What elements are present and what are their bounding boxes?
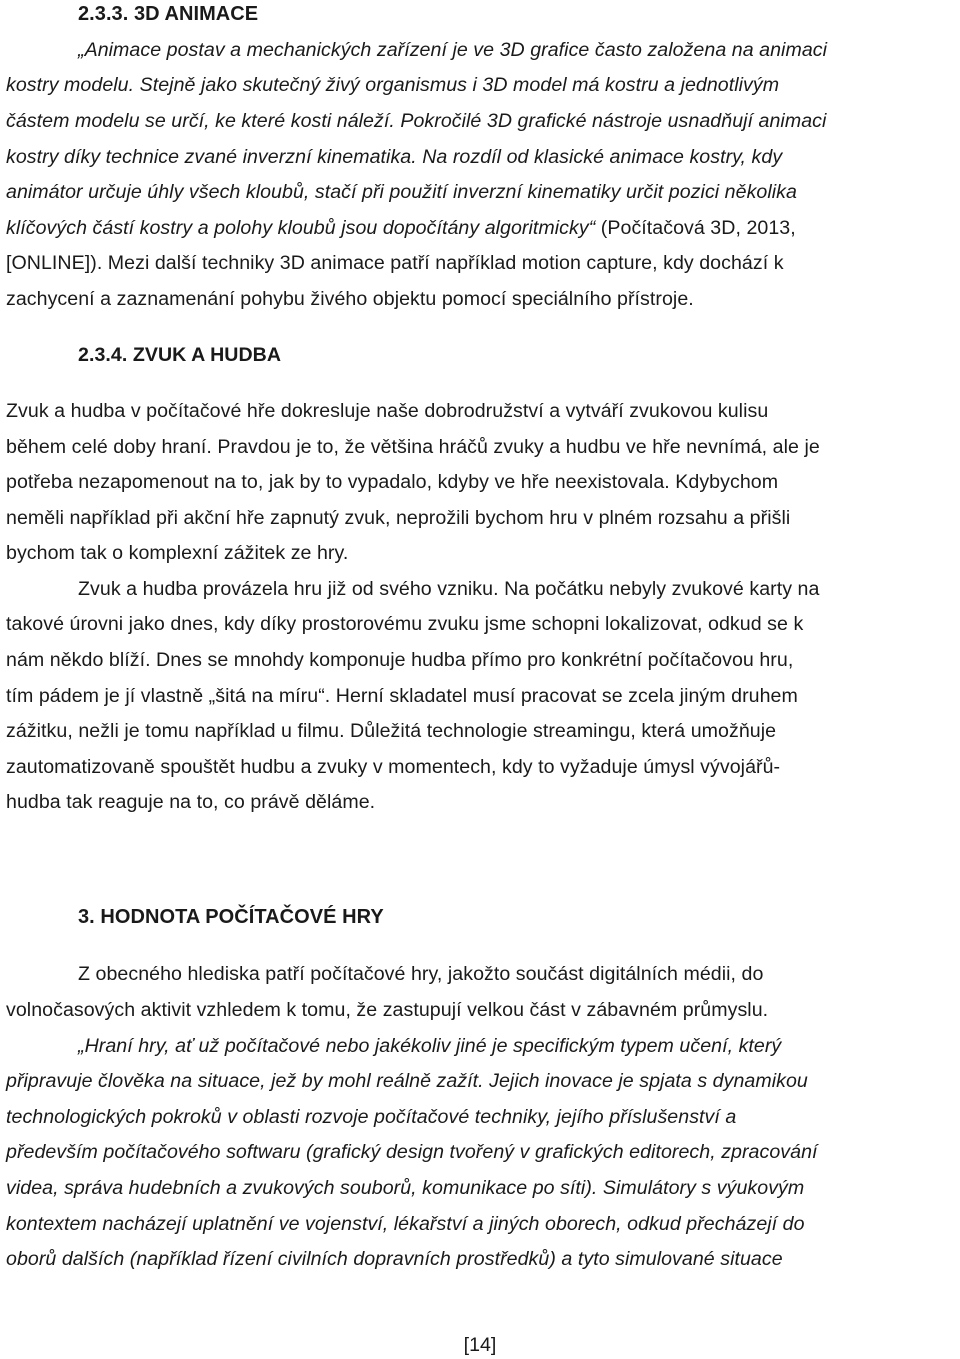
quote-line: kontextem nacházejí uplatnění ve vojenství, lékařství a jiných oborech, odkud přecházejí do xyxy=(6,1213,805,1235)
quote-line: videa, správa hudebních a zvukových souborů, komunikace po síti). Simulátory s výukovým xyxy=(6,1177,805,1199)
quote-line: připravuje člověka na situace, jež by mohl reálně zažít. Jejich inovace je spjata s dynamikou xyxy=(6,1070,808,1092)
text-span: klíčových částí kostry a polohy kloubů jsou dopočítány algoritmicky“ xyxy=(6,217,596,239)
paragraph-line: Zvuk a hudba provázela hru již od svého vzniku. Na počátku nebyly zvukové karty na xyxy=(78,578,820,600)
section-heading-zvuk-a-hudba: 2.3.4. ZVUK A HUDBA xyxy=(78,344,282,366)
paragraph-line: Zvuk a hudba v počítačové hře dokresluje naše dobrodružství a vytváří zvukovou kulisu xyxy=(6,400,769,422)
paragraph-line: neměli například při akční hře zapnutý zvuk, neprožili bychom hru v plném rozsahu a přišli xyxy=(6,507,791,529)
paragraph-line: zážitku, nežli je tomu například u filmu. Důležitá technologie streamingu, která umožňuje xyxy=(6,720,777,742)
text-span: kostry modelu. Stejně jako skutečný živý organismus i 3D model má kostru a jednotlivým xyxy=(6,74,780,96)
paragraph-line: bychom tak o komplexní zážitek ze hry. xyxy=(6,542,349,564)
quote-line: především počítačového softwaru (grafický design tvořený v grafických editorech, zpracování xyxy=(6,1141,818,1163)
paragraph-line: volnočasových aktivit vzhledem k tomu, že zastupují velkou část v zábavném průmyslu. xyxy=(6,999,769,1021)
citation-span: (Počítačová 3D, 2013, xyxy=(595,217,796,239)
quote-line: „Hraní hry, ať už počítačové nebo jakékoliv jiné je specifickým typem učení, který xyxy=(78,1035,782,1057)
chapter-heading-hodnota-pocitacove-hry: 3. HODNOTA POČÍTAČOVÉ HRY xyxy=(78,906,384,928)
section-heading-3d-animace: 2.3.3. 3D ANIMACE xyxy=(78,3,259,25)
paragraph-line xyxy=(6,145,782,169)
paragraph-line xyxy=(6,251,784,275)
text-span: zachycení a zaznamenání pohybu živého objektu pomocí speciálního přístroje. xyxy=(6,288,694,310)
text-span: [ONLINE]). Mezi další techniky 3D animace patří například motion capture, kdy dochází k xyxy=(6,252,784,274)
page-number: [14] xyxy=(463,1334,497,1356)
text-span: kostry díky technice zvané inverzní kinematika. Na rozdíl od klasické animace kostry, kdy xyxy=(6,146,783,168)
paragraph-line: potřeba nezapomenout na to, jak by to vypadalo, kdyby ve hře neexistovala. Kdybychom xyxy=(6,471,779,493)
paragraph-line: takové úrovni jako dnes, kdy díky prostorovému zvuku jsme schopni lokalizovat, odkud se k xyxy=(6,613,804,635)
text-span: „Animace postav a mechanických zařízení je ve 3D grafice často založena na animaci xyxy=(78,39,828,61)
paragraph-line xyxy=(6,73,779,97)
quote-line: oborů dalších (například řízení civilních dopravních prostředků) a tyto simulované situace xyxy=(6,1248,783,1270)
paragraph-line xyxy=(6,287,694,311)
paragraph-line: Z obecného hlediska patří počítačové hry, jakožto součást digitálních médii, do xyxy=(78,963,764,985)
quote-line: technologických pokroků v oblasti rozvoje počítačové techniky, jejího příslušenství a xyxy=(6,1106,737,1128)
paragraph-line xyxy=(6,180,797,204)
paragraph-line xyxy=(6,109,826,133)
paragraph-line: tím pádem je jí vlastně „šitá na míru“. Herní skladatel musí pracovat se zcela jiným druhem xyxy=(6,685,798,707)
paragraph-line: hudba tak reaguje na to, co právě děláme. xyxy=(6,791,376,813)
paragraph-line xyxy=(78,38,827,62)
paragraph-line: během celé doby hraní. Pravdou je to, že většina hráčů zvuky a hudbu ve hře nevnímá, ale je xyxy=(6,436,820,458)
text-span: animátor určuje úhly všech kloubů, stačí při použití inverzní kinematiky určit pozici několika xyxy=(6,181,797,203)
paragraph-line: nám někdo blíží. Dnes se mnohdy komponuje hudba přímo pro konkrétní počítačovou hru, xyxy=(6,649,794,671)
paragraph-line xyxy=(6,216,796,240)
text-span: částem modelu se určí, ke které kosti náleží. Pokročilé 3D grafické nástroje usnadňují animaci xyxy=(6,110,827,132)
paragraph-line: zautomatizovaně spouštět hudbu a zvuky v momentech, kdy to vyžaduje úmysl vývojářů- xyxy=(6,756,781,778)
